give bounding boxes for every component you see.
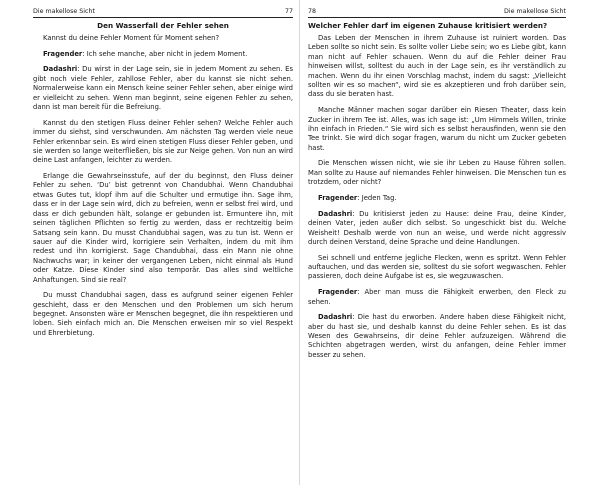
paragraph-text: : Ich sehe manche, aber nicht in jedem Moment.	[82, 49, 248, 58]
paragraph-text: Die Menschen wissen nicht, wie sie ihr Leben zu Hause führen sollen. Man sollte zu Hause auf niemandes Fehler hinweisen. Die Menschen tun es trotzdem, oder nicht?	[308, 159, 566, 187]
speaker-label: Dadashri	[43, 65, 78, 74]
left-header-title: Die makellose Sicht	[33, 8, 95, 15]
dialogue-paragraph	[308, 288, 566, 307]
paragraph	[33, 34, 293, 43]
dialogue-paragraph	[308, 313, 566, 360]
paragraph-text: : Die hast du erworben. Andere haben diese Fähigkeit nicht, aber du hast sie, und deshalb kannst du deine Fehler sehen. Es ist das Wesen des Gewahrseins, dir deine Fehler aufzuzeigen. Während die Schichten abgetragen werden, wirst du anfangen, deine Fehler immer besser zu sehen.	[308, 313, 566, 359]
dialogue-paragraph	[308, 210, 566, 248]
dialogue-paragraph	[308, 194, 566, 203]
left-section-heading: Den Wasserfall der Fehler sehen	[97, 21, 229, 30]
left-page-number: 77	[284, 8, 293, 15]
paragraph	[33, 172, 293, 285]
paragraph-text: Sei schnell und entferne jegliche Flecken, wenn es spritzt. Wenn Fehler auftauchen, und das werden sie, solltest du sie sofort wegwaschen. Fehler passieren, doch deine Aufgabe ist es, sie wegzuwaschen.	[308, 253, 566, 281]
paragraph	[308, 159, 566, 187]
dialogue-paragraph	[33, 50, 293, 59]
right-header-title: Die makellose Sicht	[504, 8, 566, 15]
paragraph-text: Kannst du den stetigen Fluss deiner Fehler sehen? Welche Fehler auch immer du siehst, sind verschwunden. Am nächsten Tag werden viele neue Fehler erkennbar sein. Es wird einen stetigen Fluss dieser Fehler geben, und sie werden so lange weiterfließen, bis sie zur Neige gehen. Von nun an wird deine Last anfangen, leichter zu werden.	[33, 118, 293, 165]
paragraph	[308, 106, 566, 153]
dialogue-paragraph	[33, 65, 293, 112]
paragraph	[33, 119, 293, 166]
paragraph	[308, 254, 566, 282]
right-page-number: 78	[308, 8, 317, 15]
paragraph-text: Kannst du deine Fehler Moment für Moment sehen?	[43, 34, 220, 42]
speaker-label: Dadashri	[318, 209, 353, 218]
paragraph	[308, 34, 566, 100]
paragraph-text: : Du wirst in der Lage sein, sie in jedem Moment zu sehen. Es gibt noch viele Fehler, zahllose Fehler, aber du kannst sie nicht sehen. Normalerweise kann ein Mensch keine seiner Fehler sehen, aber einige wird er vielleicht zu sehen. Wenn man beginnt, seine eigenen Fehler zu sehen, dann ist man bereit für die Befreiung.	[33, 65, 293, 112]
paragraph	[33, 291, 293, 338]
left-running-header	[33, 8, 293, 18]
speaker-label: Fragender	[318, 288, 358, 297]
speaker-label: Fragender	[43, 49, 83, 58]
paragraph-text: : Jeden Tag.	[357, 193, 397, 202]
paragraph-text: Manche Männer machen sogar darüber ein Riesen Theater, dass kein Zucker in ihrem Tee ist. Alles, was ich sage ist: „Um Himmels Willen, trinke ihn einfach in Frieden.“ Sie wird sich es selbst herausfinden, wenn sie den Tee trinkt. Sie wird dich sogar fragen, warum du nicht um Zucker gebeten hast.	[308, 106, 566, 152]
speaker-label: Fragender	[318, 193, 358, 202]
paragraph-text: : Du kritisierst jeden zu Hause: deine Frau, deine Kinder, deinen Vater, jeden außer dich selbst. So ungeschickt bist du. Welche Weisheit! Deshalb werde von nun an weise, und werde nicht aggressiv durch deinen Verstand, deine Sprache und deine Handlungen.	[308, 209, 566, 246]
paragraph-text: Du musst Chandubhai sagen, dass es aufgrund seiner eigenen Fehler geschieht, dass er den Menschen und den Problemen um sich herum begegnet. Ansonsten wäre er Menschen begegnet, die ihn respektieren und loben. Sieh einfach mich an. Die Menschen erweisen mir so viel Respekt und Ehrerbietung.	[33, 291, 293, 337]
paragraph-text: Erlange die Gewahrseinsstufe, auf der du beginnst, den Fluss deiner Fehler zu sehen. ‘Du’ bist getrennt von Chandubhai. Wenn Chandubhai etwas Gutes tut, klopf ihm auf die Schulter und ermutige ihn. Sage ihm, dass er in der Lage sein wird, dich zu befreien, wenn er selbst frei wird, und dass er dich gebunden hält, solange er gebunden ist. Ermuntere ihn, mit seinen täglichen Pflichten so fertig zu werden, dass er rechtzeitig beim Satsang sein kann. Du musst Chandubhai sagen, was zu tun ist. Wenn er sauer auf die Kinder wird, korrigiere sein Verhalten, indem du mit ihm redest und ihn korrigierst. Sage Chandubhai, dass ein Mann nie ohne Nachwuchs war; in keiner der vergangenen Leben, nicht einmal als Hund oder Katze. Diese Kinder sind also temporär. Das alles sind weltliche Anhaftungen. Sind sie real?	[33, 172, 293, 284]
right-section-heading: Welcher Fehler darf im eigenen Zuhause kritisiert werden?	[308, 21, 548, 30]
right-running-header	[308, 8, 566, 18]
paragraph-text: Das Leben der Menschen in ihrem Zuhause ist ruiniert worden. Das Leben sollte so nicht sein. Es sollte voller Liebe sein; wo es Liebe gibt, kann man nicht auf Fehler schauen. Wenn du auf die Fehler deiner Frau hinweisen willst, solltest du auch in der Lage sein, es ihr verständlich zu machen. Wenn du ihr einen Vorschlag machst, indem du sagst: „Vielleicht sollten wir es so machen“, wird sie es akzeptieren und froh darüber sein, dass du sie beraten hast.	[308, 34, 566, 99]
speaker-label: Dadashri	[318, 313, 353, 322]
paragraph-text: : Aber man muss die Fähigkeit erwerben, den Fleck zu sehen.	[308, 288, 566, 306]
right-page	[300, 0, 600, 485]
